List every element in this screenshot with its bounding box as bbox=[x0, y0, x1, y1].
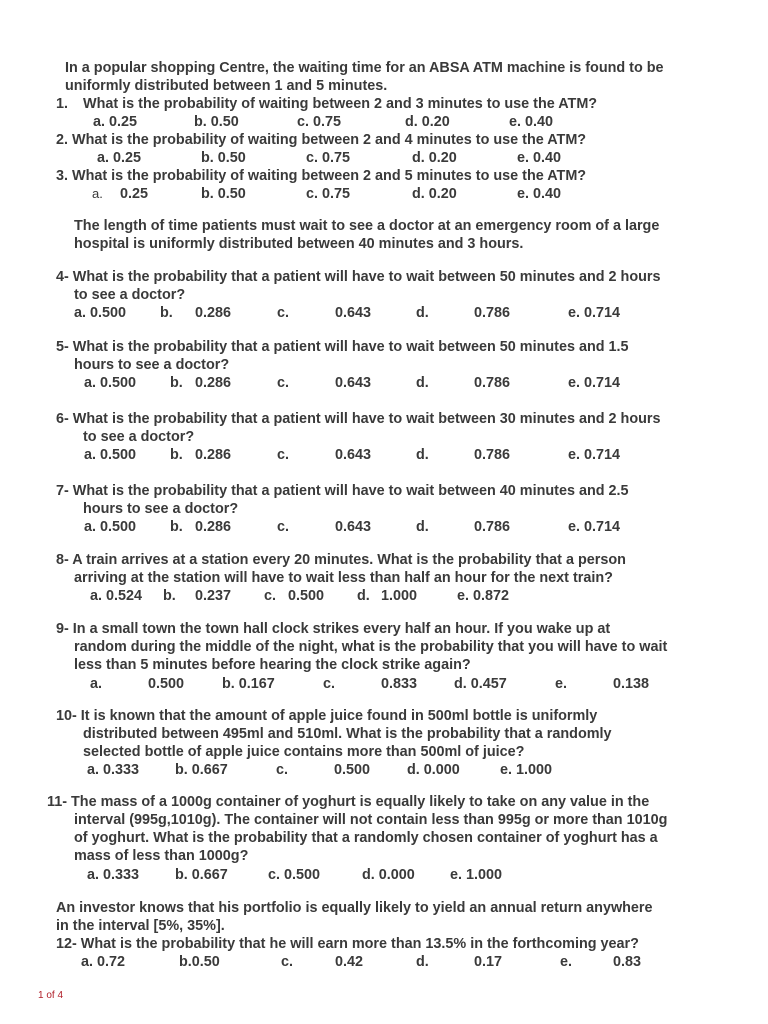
q4-option-b-value: 0.286 bbox=[195, 305, 232, 321]
q3-option-a-letter: a. bbox=[92, 186, 103, 201]
q7-option-d-letter: d. bbox=[416, 519, 429, 535]
question-9-line1: 9- In a small town the town hall clock strikes every half an hour. If you wake up at bbox=[56, 621, 611, 637]
q8-option-a: a. 0.524 bbox=[90, 588, 143, 604]
question-11-line2: interval (995g,1010g). The container will not contain less than 995g or more than 1010g bbox=[74, 812, 668, 828]
intro-er-line1: The length of time patients must wait to see a doctor at an emergency room of a large bbox=[74, 218, 660, 234]
q2-option-e: e. 0.40 bbox=[517, 150, 562, 166]
question-9-line2: random during the middle of the night, what is the probability that you will have to wait bbox=[74, 639, 668, 655]
question-5-line2: hours to see a doctor? bbox=[74, 357, 230, 373]
q12-option-e-letter: e. bbox=[560, 954, 573, 970]
q7-option-e: e. 0.714 bbox=[568, 519, 621, 535]
q5-option-d-value: 0.786 bbox=[474, 375, 511, 391]
q10-option-c-value: 0.500 bbox=[334, 762, 371, 778]
q1-option-c: c. 0.75 bbox=[297, 114, 342, 130]
intro-investor-line2: in the interval [5%, 35%]. bbox=[56, 918, 225, 934]
question-6-line2: to see a doctor? bbox=[83, 429, 195, 445]
q5-option-c-value: 0.643 bbox=[335, 375, 372, 391]
question-1-text: What is the probability of waiting between 2 and 3 minutes to use the ATM? bbox=[83, 96, 598, 112]
q7-option-b-value: 0.286 bbox=[195, 519, 232, 535]
question-5-line1: 5- What is the probability that a patient will have to wait between 50 minutes and 1.5 bbox=[56, 339, 629, 355]
q3-option-c: c. 0.75 bbox=[306, 186, 351, 202]
q9-option-c-value: 0.833 bbox=[381, 676, 418, 692]
q6-option-a: a. 0.500 bbox=[84, 447, 137, 463]
q10-option-c-letter: c. bbox=[276, 762, 289, 778]
q4-option-e: e. 0.714 bbox=[568, 305, 621, 321]
q1-option-b: b. 0.50 bbox=[194, 114, 239, 130]
q1-option-e: e. 0.40 bbox=[509, 114, 554, 130]
q2-option-a: a. 0.25 bbox=[97, 150, 142, 166]
q4-option-c-value: 0.643 bbox=[335, 305, 372, 321]
q12-option-a: a. 0.72 bbox=[81, 954, 126, 970]
q12-option-d-value: 0.17 bbox=[474, 954, 503, 970]
question-1-number: 1. bbox=[56, 96, 69, 112]
question-9-line3: less than 5 minutes before hearing the clock strike again? bbox=[74, 657, 471, 673]
q3-option-a-value: 0.25 bbox=[120, 186, 149, 202]
intro-atm-line1: In a popular shopping Centre, the waiting time for an ABSA ATM machine is found to be bbox=[65, 60, 664, 76]
q9-option-e-letter: e. bbox=[555, 676, 568, 692]
q10-option-d: d. 0.000 bbox=[407, 762, 460, 778]
q9-option-a-value: 0.500 bbox=[148, 676, 185, 692]
question-11-line4: mass of less than 1000g? bbox=[74, 848, 249, 864]
q6-option-b-value: 0.286 bbox=[195, 447, 232, 463]
q10-option-a: a. 0.333 bbox=[87, 762, 140, 778]
intro-atm-line2: uniformly distributed between 1 and 5 minutes. bbox=[65, 78, 388, 94]
q7-option-c-letter: c. bbox=[277, 519, 290, 535]
q4-option-b-letter: b. bbox=[160, 305, 173, 321]
q2-option-c: c. 0.75 bbox=[306, 150, 351, 166]
q7-option-d-value: 0.786 bbox=[474, 519, 511, 535]
q5-option-b-letter: b. bbox=[170, 375, 183, 391]
q12-option-e-value: 0.83 bbox=[613, 954, 642, 970]
q8-option-d-letter: d. bbox=[357, 588, 370, 604]
question-7-line1: 7- What is the probability that a patient will have to wait between 40 minutes and 2.5 bbox=[56, 483, 629, 499]
question-4-line1: 4- What is the probability that a patient will have to wait between 50 minutes and 2 hours bbox=[56, 269, 661, 285]
q9-option-d: d. 0.457 bbox=[454, 676, 507, 692]
question-7-line2: hours to see a doctor? bbox=[83, 501, 239, 517]
question-6-line1: 6- What is the probability that a patient will have to wait between 30 minutes and 2 hours bbox=[56, 411, 661, 427]
q12-option-c-letter: c. bbox=[281, 954, 294, 970]
question-2-text: 2. What is the probability of waiting between 2 and 4 minutes to use the ATM? bbox=[56, 132, 587, 148]
q11-option-a: a. 0.333 bbox=[87, 867, 140, 883]
question-11-line3: of yoghurt. What is the probability that a randomly chosen container of yoghurt has a bbox=[74, 830, 658, 846]
q6-option-d-value: 0.786 bbox=[474, 447, 511, 463]
q11-option-d: d. 0.000 bbox=[362, 867, 415, 883]
intro-investor-line1: An investor knows that his portfolio is equally likely to yield an annual return anywhere bbox=[56, 900, 653, 916]
q7-option-a: a. 0.500 bbox=[84, 519, 137, 535]
q10-option-b: b. 0.667 bbox=[175, 762, 228, 778]
q8-option-d-value: 1.000 bbox=[381, 588, 418, 604]
q6-option-c-letter: c. bbox=[277, 447, 290, 463]
q11-option-c: c. 0.500 bbox=[268, 867, 321, 883]
q3-option-d: d. 0.20 bbox=[412, 186, 457, 202]
q5-option-a: a. 0.500 bbox=[84, 375, 137, 391]
q12-option-d-letter: d. bbox=[416, 954, 429, 970]
q8-option-b-letter: b. bbox=[163, 588, 176, 604]
intro-er-line2: hospital is uniformly distributed between 40 minutes and 3 hours. bbox=[74, 236, 524, 252]
q11-option-e: e. 1.000 bbox=[450, 867, 503, 883]
question-10-line2: distributed between 495ml and 510ml. What is the probability that a randomly bbox=[83, 726, 612, 742]
q3-option-e: e. 0.40 bbox=[517, 186, 562, 202]
q6-option-e: e. 0.714 bbox=[568, 447, 621, 463]
q5-option-e: e. 0.714 bbox=[568, 375, 621, 391]
q10-option-e: e. 1.000 bbox=[500, 762, 553, 778]
q11-option-b: b. 0.667 bbox=[175, 867, 228, 883]
question-11-line1: 11- The mass of a 1000g container of yoghurt is equally likely to take on any value in the bbox=[47, 794, 650, 810]
q8-option-c-value: 0.500 bbox=[288, 588, 325, 604]
q12-option-c-value: 0.42 bbox=[335, 954, 364, 970]
q9-option-c-letter: c. bbox=[323, 676, 336, 692]
q5-option-d-letter: d. bbox=[416, 375, 429, 391]
question-3-text: 3. What is the probability of waiting between 2 and 5 minutes to use the ATM? bbox=[56, 168, 587, 184]
question-10-line1: 10- It is known that the amount of apple juice found in 500ml bottle is uniformly bbox=[56, 708, 598, 724]
q7-option-c-value: 0.643 bbox=[335, 519, 372, 535]
q1-option-a: a. 0.25 bbox=[93, 114, 138, 130]
q6-option-d-letter: d. bbox=[416, 447, 429, 463]
q5-option-b-value: 0.286 bbox=[195, 375, 232, 391]
q7-option-b-letter: b. bbox=[170, 519, 183, 535]
q6-option-c-value: 0.643 bbox=[335, 447, 372, 463]
question-10-line3: selected bottle of apple juice contains more than 500ml of juice? bbox=[83, 744, 525, 760]
q9-option-a-letter: a. bbox=[90, 676, 103, 692]
q2-option-b: b. 0.50 bbox=[201, 150, 246, 166]
question-8-line1: 8- A train arrives at a station every 20 minutes. What is the probability that a person bbox=[56, 552, 626, 568]
q8-option-b-value: 0.237 bbox=[195, 588, 232, 604]
q6-option-b-letter: b. bbox=[170, 447, 183, 463]
q4-option-a: a. 0.500 bbox=[74, 305, 127, 321]
question-8-line2: arriving at the station will have to wait less than half an hour for the next train? bbox=[74, 570, 613, 586]
q8-option-e: e. 0.872 bbox=[457, 588, 510, 604]
q2-option-d: d. 0.20 bbox=[412, 150, 457, 166]
question-4-line2: to see a doctor? bbox=[74, 287, 186, 303]
page-indicator: 1 of 4 bbox=[38, 990, 64, 1001]
q12-option-b: b.0.50 bbox=[179, 954, 220, 970]
question-12-text: 12- What is the probability that he will earn more than 13.5% in the forthcoming year? bbox=[56, 936, 639, 952]
q1-option-d: d. 0.20 bbox=[405, 114, 450, 130]
q4-option-c-letter: c. bbox=[277, 305, 290, 321]
q9-option-b: b. 0.167 bbox=[222, 676, 275, 692]
q9-option-e-value: 0.138 bbox=[613, 676, 650, 692]
q5-option-c-letter: c. bbox=[277, 375, 290, 391]
q4-option-d-letter: d. bbox=[416, 305, 429, 321]
q4-option-d-value: 0.786 bbox=[474, 305, 511, 321]
q8-option-c-letter: c. bbox=[264, 588, 277, 604]
q3-option-b: b. 0.50 bbox=[201, 186, 246, 202]
